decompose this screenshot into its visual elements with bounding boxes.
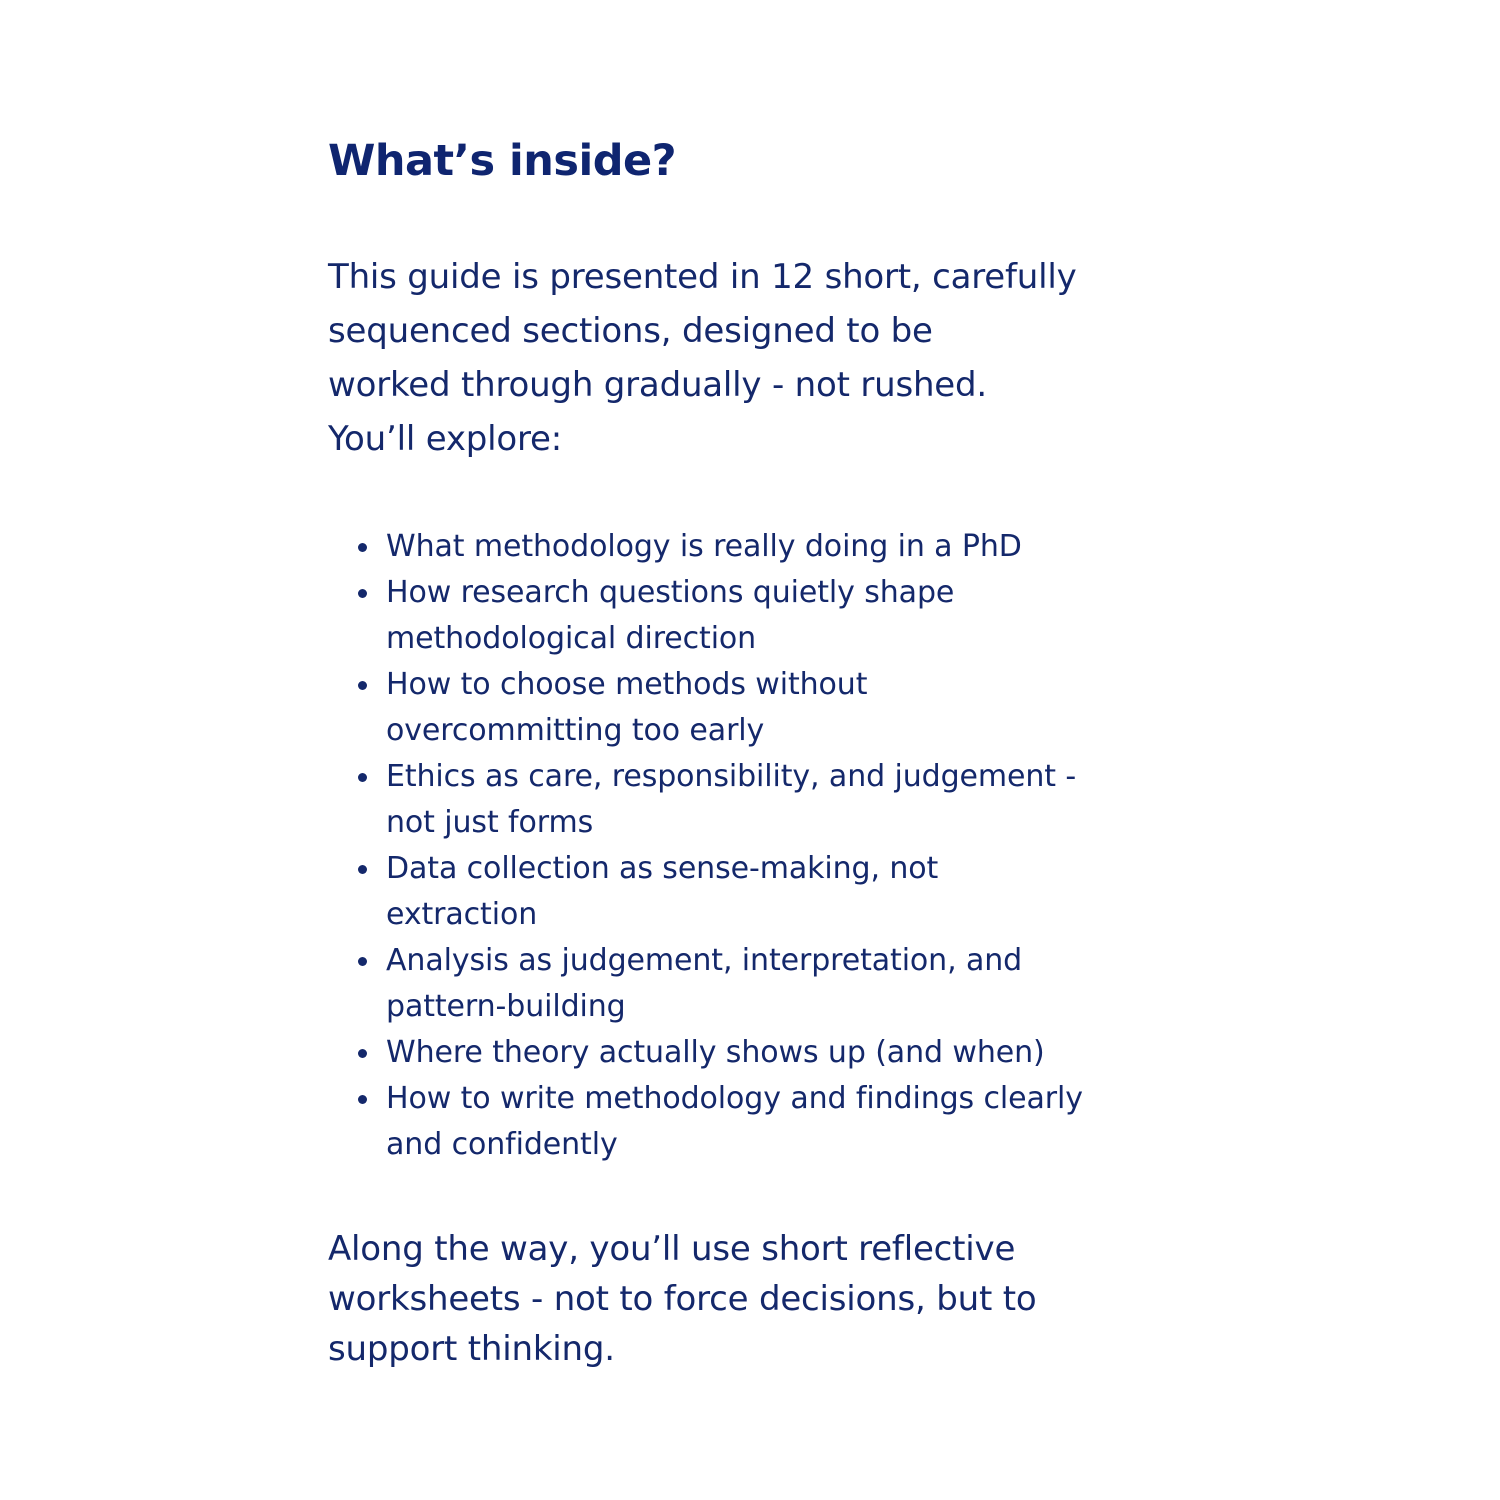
list-item <box>358 524 1188 570</box>
closing-line: worksheets - not to force decisions, but to <box>328 1279 1037 1319</box>
bullet-icon <box>358 681 367 690</box>
closing-line: Along the way, you’ll use short reflective <box>328 1229 1016 1269</box>
intro-line: sequenced sections, designed to be <box>328 311 933 351</box>
list-item-text: pattern-building <box>386 989 626 1024</box>
closing-line: support thinking. <box>328 1329 615 1369</box>
list-item-text: How research questions quietly shape <box>386 575 955 610</box>
bullet-icon <box>358 1049 367 1058</box>
bullet-icon <box>358 543 367 552</box>
bullet-icon <box>358 589 367 598</box>
page-title: What’s inside? <box>328 136 677 186</box>
list-item-text: methodological direction <box>386 621 757 656</box>
intro-paragraph <box>328 250 1188 466</box>
list-item-text: overcommitting too early <box>386 713 765 748</box>
list-item-text: extraction <box>386 897 538 932</box>
list-item-text: not just forms <box>386 805 594 840</box>
list-item <box>358 1030 1188 1076</box>
intro-line: worked through gradually - not rushed. <box>328 365 988 405</box>
topics-list <box>328 524 1188 1168</box>
list-item <box>358 1076 1188 1168</box>
bullet-icon <box>358 865 367 874</box>
list-item <box>358 938 1188 1030</box>
list-item <box>358 662 1188 754</box>
list-item <box>358 846 1188 938</box>
list-item-text: Ethics as care, responsibility, and judgement - <box>386 759 1077 794</box>
list-item-text: Where theory actually shows up (and when) <box>386 1035 1045 1070</box>
list-item-text: How to choose methods without <box>386 667 868 702</box>
bullet-icon <box>358 957 367 966</box>
list-item-text: How to write methodology and findings clearly <box>386 1081 1083 1116</box>
list-item-text: and confidently <box>386 1127 618 1162</box>
intro-line: This guide is presented in 12 short, carefully <box>328 257 1077 297</box>
list-item-text: Data collection as sense-making, not <box>386 851 939 886</box>
list-item-text: What methodology is really doing in a PhD <box>386 529 1022 564</box>
bullet-icon <box>358 773 367 782</box>
closing-paragraph <box>328 1224 1188 1374</box>
intro-line: You’ll explore: <box>328 419 562 459</box>
bullet-icon <box>358 1095 367 1104</box>
list-item-text: Analysis as judgement, interpretation, and <box>386 943 1023 978</box>
content-column <box>328 132 1188 1374</box>
list-item <box>358 570 1188 662</box>
list-item <box>358 754 1188 846</box>
